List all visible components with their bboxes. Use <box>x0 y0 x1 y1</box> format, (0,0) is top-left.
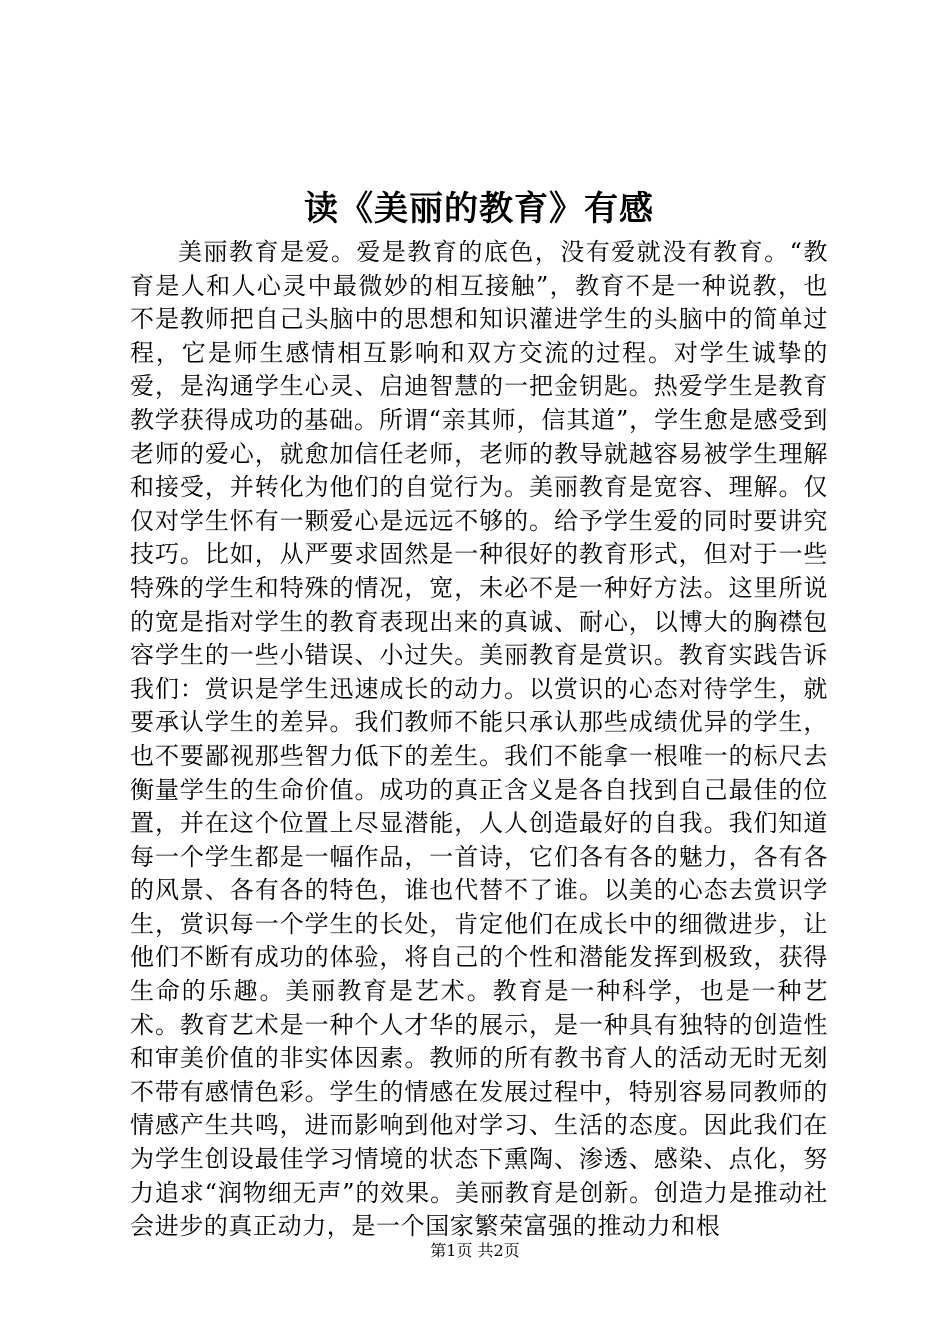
document-title: 读《美丽的教育》有感 <box>304 189 654 229</box>
page-number-footer: 第1页 共2页 <box>430 1241 520 1260</box>
document-body-paragraph: 美丽教育是爱。爱是教育的底色，没有爱就没有教育。“教育是人和人心灵中最微妙的相互接触”，教育不是一种说教，也不是教师把自己头脑中的思想和知识灌进学生的头脑中的简单过程，它是师生感情相互影响和双方交流的过程。对学生诚挚的爱，是沟通学生心灵、启迪智慧的一把金钥匙。热爱学生是教育教学获得成功的基础。所谓“亲其师，信其道”，学生愈是感受到老师的爱心，就愈加信任老师，老师的教导就越容易被学生理解和接受，并转化为他们的自觉行为。美丽教育是宽容、理解。仅仅对学生怀有一颗爱心是远远不够的。给予学生爱的同时要讲究技巧。比如，从严要求固然是一种很好的教育形式，但对于一些特殊的学生和特殊的情况，宽，未必不是一种好方法。这里所说的宽是指对学生的教育表现出来的真诚、耐心，以博大的胸襟包容学生的一些小错误、小过失。美丽教育是赏识。教育实践告诉我们：赏识是学生迅速成长的动力。以赏识的心态对待学生，就要承认学生的差异。我们教师不能只承认那些成绩优异的学生，也不要鄙视那些智力低下的差生。我们不能拿一根唯一的标尺去衡量学生的生命价值。成功的真正含义是各自找到自己最佳的位置，并在这个位置上尽显潜能，人人创造最好的自我。我们知道每一个学生都是一幅作品，一首诗，它们各有各的魅力，各有各的风景、各有各的特色，谁也代替不了谁。以美的心态去赏识学生，赏识每一个学生的长处，肯定他们在成长中的细微进步，让他们不断有成功的体验，将自己的个性和潜能发挥到极致，获得生命的乐趣。美丽教育是艺术。教育是一种科学，也是一种艺术。教育艺术是一种个人才华的展示，是一种具有独特的创造性和审美价值的非实体因素。教师的所有教书育人的活动无时无刻不带有感情色彩。学生的情感在发展过程中，特别容易同教师的情感产生共鸣，进而影响到他对学习、生活的态度。因此我们在为学生创设最佳学习情境的状态下熏陶、渗透、感染、点化，努力追求“润物细无声”的效果。美丽教育是创新。创造力是推动社会进步的真正动力，是一个国家繁荣富强的推动力和根 <box>130 238 828 1241</box>
